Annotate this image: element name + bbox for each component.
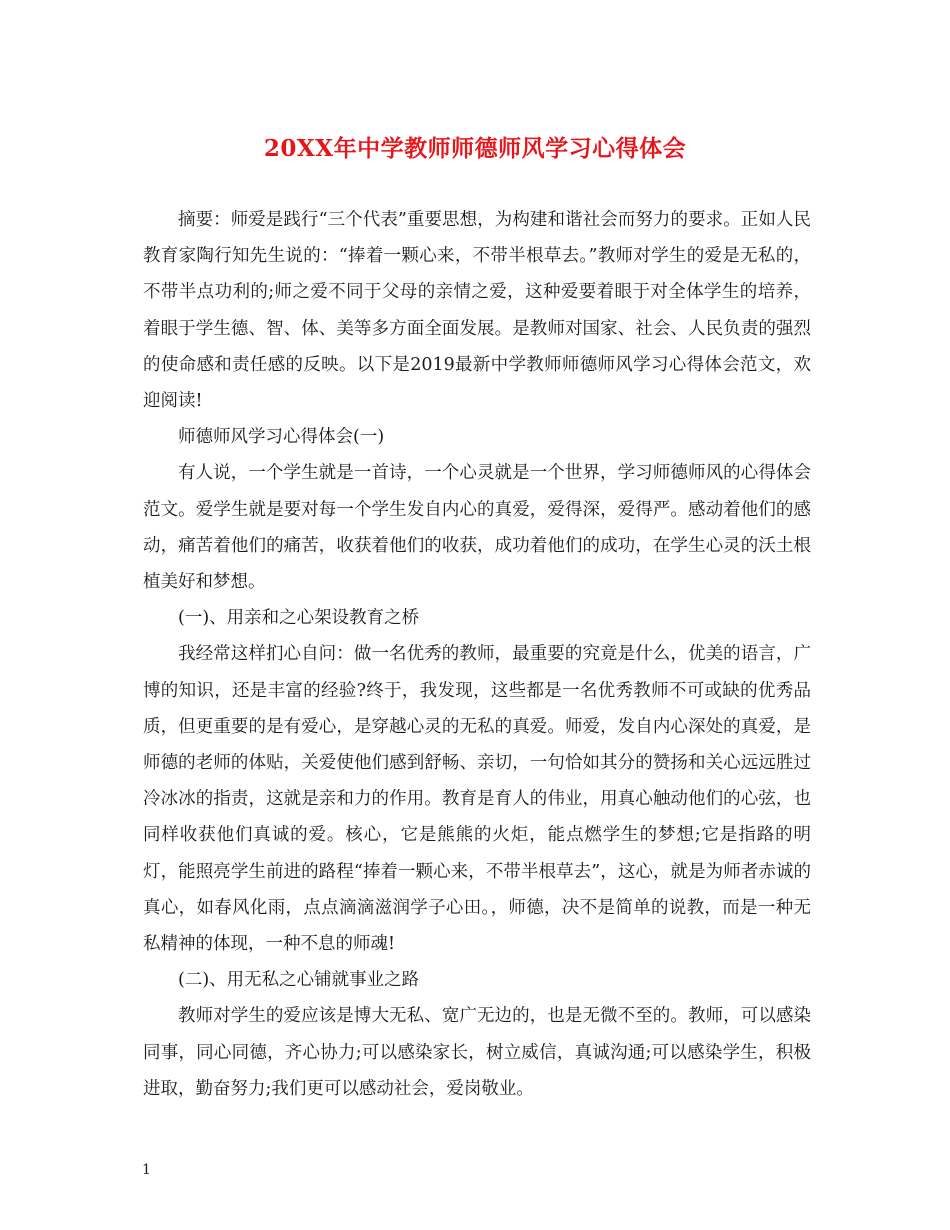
- section-heading: 师德师风学习心得体会(一): [178, 427, 385, 448]
- body-paragraph-one: 我经常这样扪心自问：做一名优秀的教师，最重要的究竟是什么，优美的语言，广博的知识，还是丰富的经验?终于，我发现，这些都是一名优秀教师不可或缺的优秀品质，但更重要的是有爱心，是穿越心灵的无私的真爱。师爱，发自内心深处的真爱，是师德的老师的体贴，关爱使他们感到舒畅、亲切，一句恰如其分的赞扬和关心远远胜过冷冰冰的指责，这就是亲和力的作用。教育是育人的伟业，用真心触动他们的心弦，也同样收获他们真诚的爱。核心，它是熊熊的火炬，能点燃学生的梦想;它是指路的明灯，能照亮学生前进的路程“捧着一颗心来，不带半根草去”，这心，就是为师者赤诚的真心，如春风化雨，点点滴滴滋润学子心田。，师德，决不是简单的说教，而是一种无私精神的体现，一种不息的师魂!: [143, 644, 811, 955]
- subheading-one: (一)、用亲和之心架设教育之桥: [178, 608, 420, 629]
- body-paragraph-two: 教师对学生的爱应该是博大无私、宽广无边的，也是无微不至的。教师，可以感染同事，同心同德，齐心协力;可以感染家长，树立威信，真诚沟通;可以感染学生，积极进取，勤奋努力;我们更可以感动社会，爱岗敬业。: [143, 1006, 811, 1099]
- page-number: 1: [142, 1162, 151, 1178]
- subheading-two: (二)、用无私之心铺就事业之路: [178, 970, 420, 991]
- intro-paragraph: 有人说，一个学生就是一首诗，一个心灵就是一个世界，学习师德师风的心得体会范文。爱学生就是要对每一个学生发自内心的真爱，爱得深，爱得严。感动着他们的感动，痛苦着他们的痛苦，收获着他们的收获，成功着他们的成功，在学生心灵的沃土根植美好和梦想。: [143, 463, 811, 593]
- document-body: [143, 202, 811, 1107]
- abstract-paragraph: 摘要：师爱是践行“三个代表”重要思想，为构建和谐社会而努力的要求。正如人民教育家陶行知先生说的：“捧着一颗心来，不带半根草去。”教师对学生的爱是无私的，不带半点功利的;师之爱不同于父母的亲情之爱，这种爱要着眼于对全体学生的培养，着眼于学生德、智、体、美等多方面全面发展。是教师对国家、社会、人民负责的强烈的使命感和责任感的反映。以下是2019最新中学教师师德师风学习心得体会范文，欢迎阅读!: [143, 210, 811, 412]
- document-title: 20XX年中学教师师德师风学习心得体会: [263, 135, 687, 162]
